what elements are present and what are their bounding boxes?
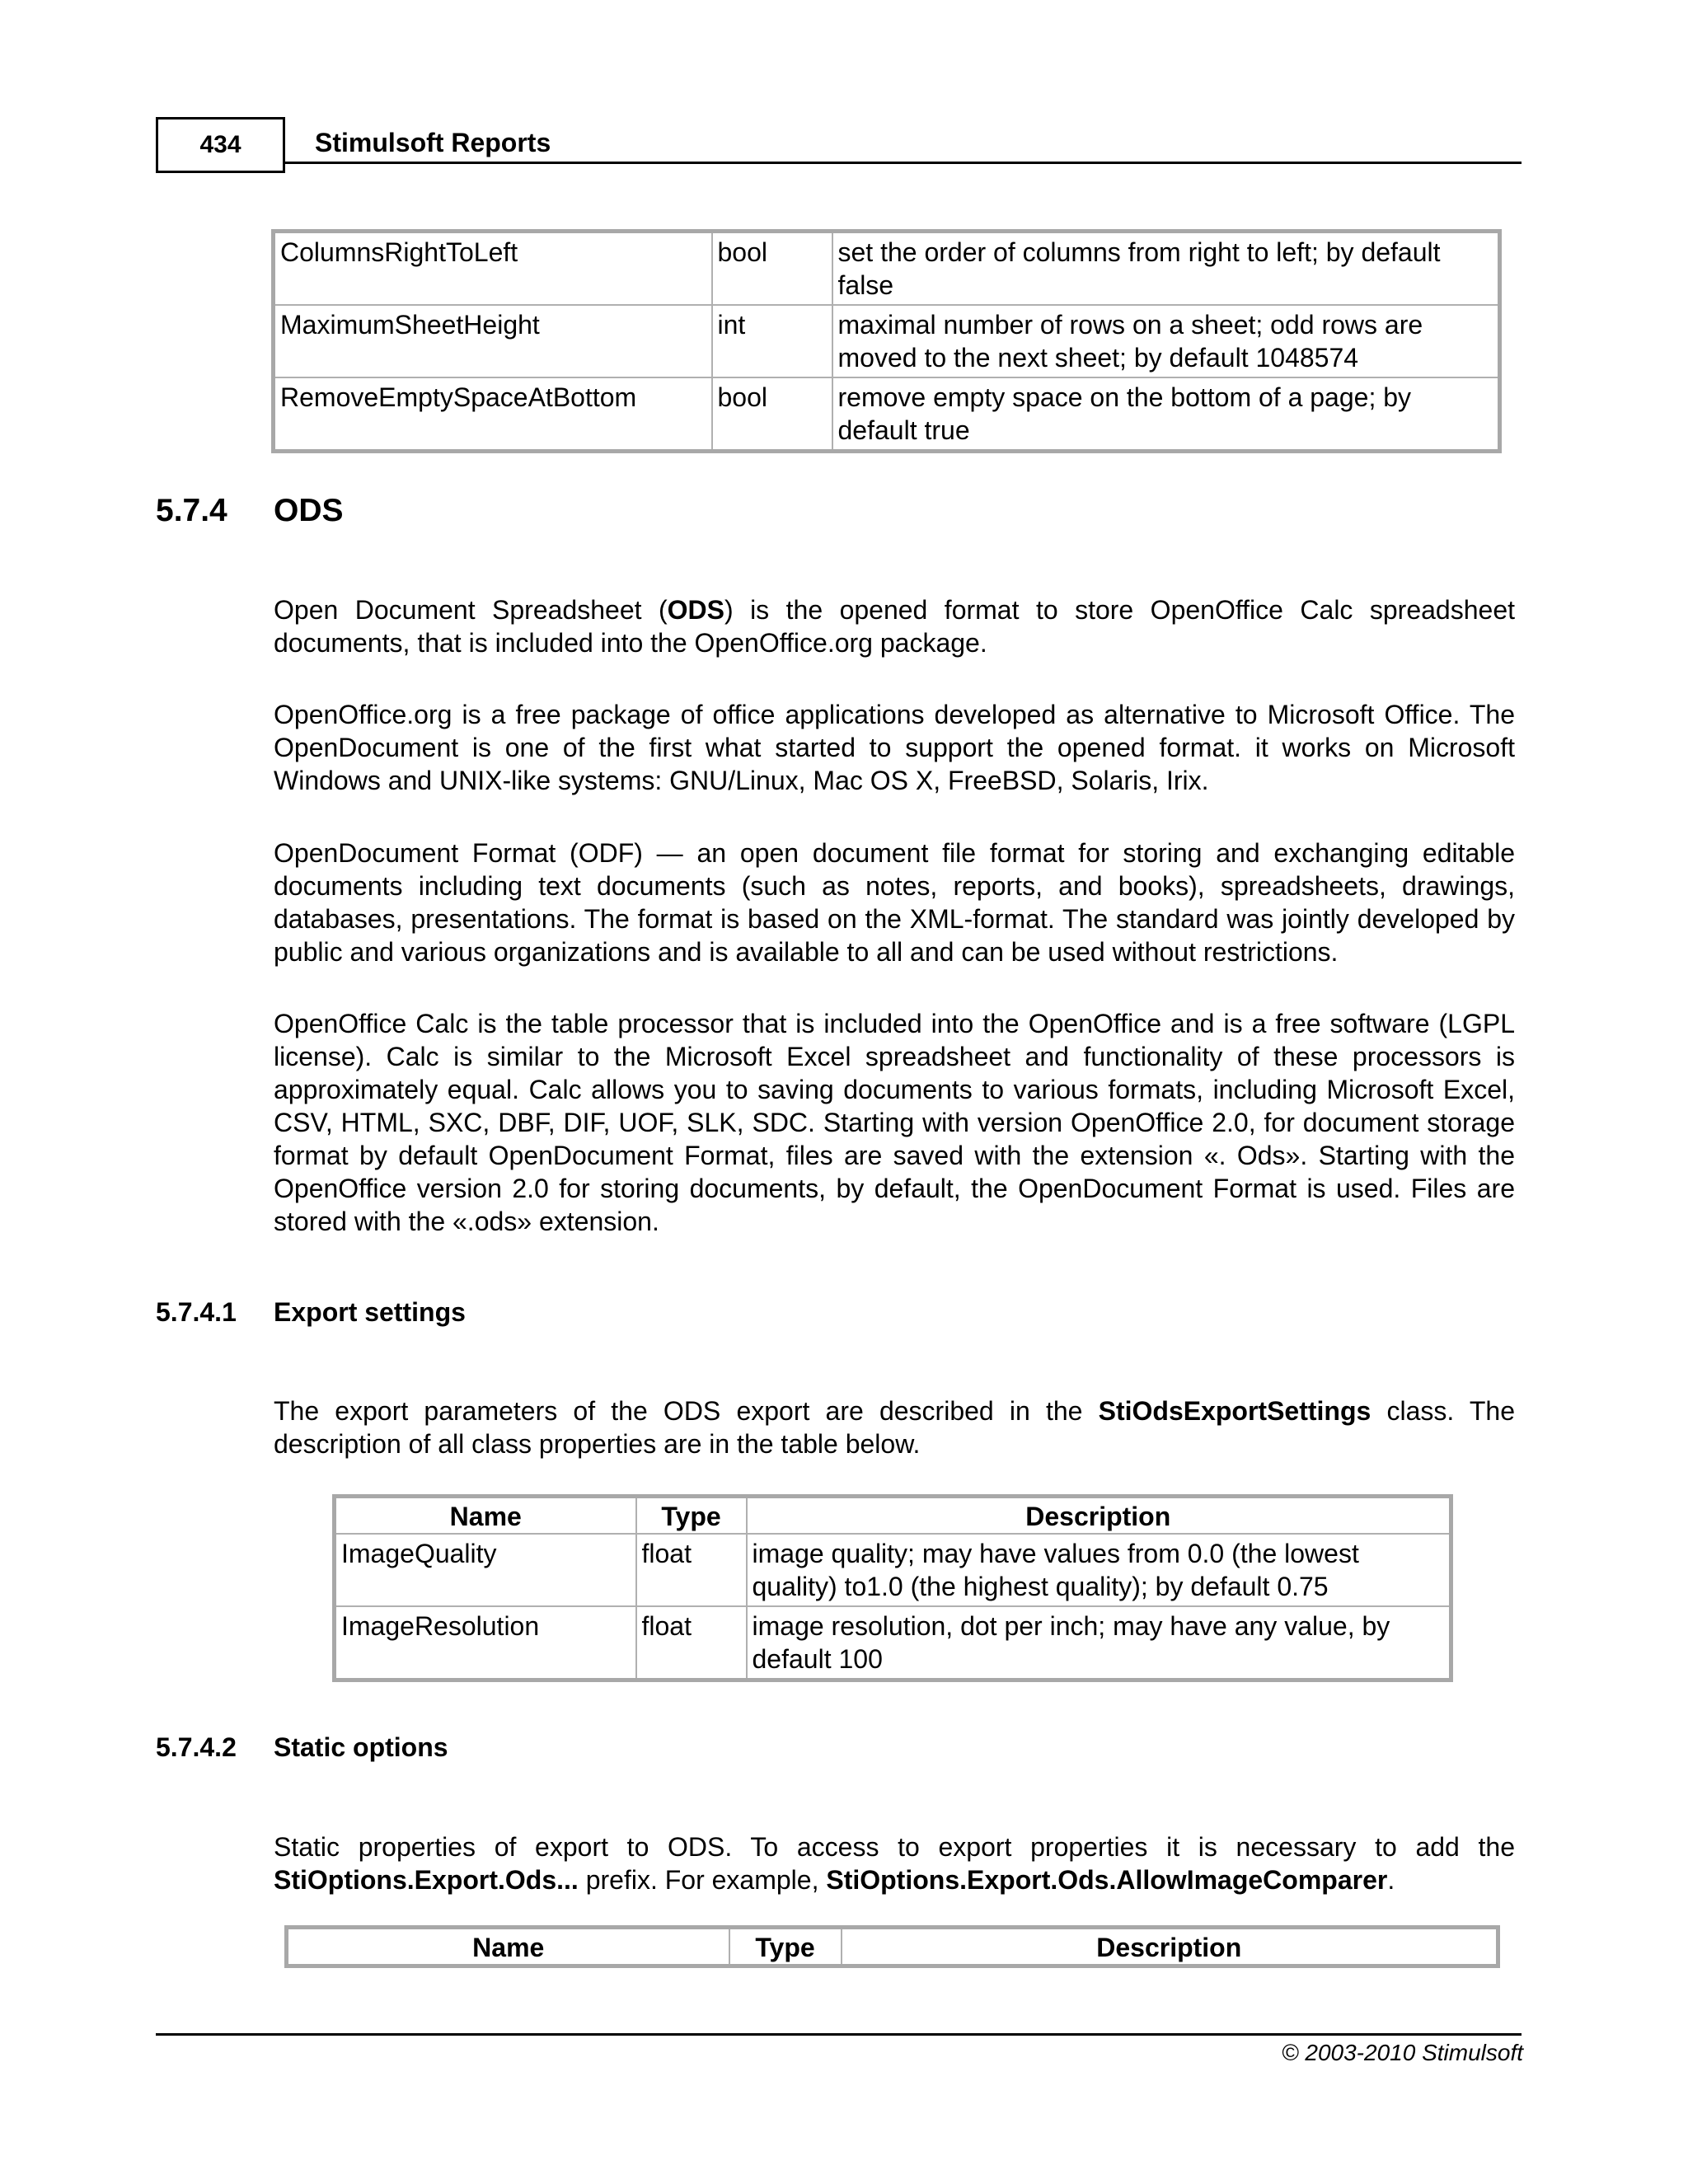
- bold-term: ODS: [667, 595, 724, 625]
- subsection-title: Export settings: [274, 1297, 466, 1327]
- column-header-description: Description: [842, 1928, 1498, 1966]
- paragraph: [274, 1394, 1515, 1460]
- running-header-title: Stimulsoft Reports: [315, 128, 551, 157]
- paragraph: OpenOffice.org is a free package of office applications developed as alternative to Microsoft Office. The OpenDocument is one of the first what started to support the opened format. it works on Microsoft Windows and UNIX-like systems: GNU/Linux, Mac OS X, FreeBSD, Solaris, Irix.: [274, 700, 1515, 795]
- paragraph-text: .: [1387, 1865, 1395, 1895]
- property-type: float: [636, 1534, 747, 1606]
- paragraph: [274, 593, 1515, 659]
- property-name: MaximumSheetHeight: [274, 305, 712, 377]
- subsection-title: Static options: [274, 1732, 448, 1762]
- option-prefix: StiOptions.Export.Ods...: [274, 1865, 579, 1895]
- column-header-type: Type: [729, 1928, 842, 1966]
- subsection-number: 5.7.4.2: [156, 1732, 237, 1762]
- column-header-name: Name: [287, 1928, 729, 1966]
- table-row: [274, 377, 1500, 452]
- section-number: 5.7.4: [156, 493, 227, 528]
- property-type: bool: [712, 232, 832, 306]
- paragraph-text: Static properties of export to ODS. To access to export properties it is necessary to add the: [274, 1832, 1515, 1862]
- paragraph-text: ) is the opened format to store OpenOffice Calc spreadsheet documents, that is included into the OpenOffice.org package.: [274, 595, 1515, 658]
- option-example: StiOptions.Export.Ods.AllowImageComparer: [826, 1865, 1388, 1895]
- class-name: StiOdsExportSettings: [1098, 1396, 1372, 1426]
- property-description: image resolution, dot per inch; may have any value, by default 100: [747, 1606, 1451, 1680]
- table-header-row: [335, 1497, 1451, 1535]
- column-header-description: Description: [747, 1497, 1451, 1535]
- table-header-row: [287, 1928, 1498, 1966]
- paragraph-text: class. The description of all class properties are in the table below.: [274, 1396, 1516, 1459]
- footer-copyright: © 2003-2010 Stimulsoft: [1281, 2040, 1523, 2065]
- export-settings-table: [332, 1494, 1453, 1682]
- property-type: int: [712, 305, 832, 377]
- property-name: ImageResolution: [335, 1606, 636, 1680]
- page-number-text: 434: [199, 131, 241, 158]
- table-row: [274, 305, 1500, 377]
- paragraph-text: Open Document Spreadsheet (: [274, 595, 668, 625]
- paragraph: [274, 1830, 1515, 1896]
- page-number: [156, 117, 285, 173]
- property-name: RemoveEmptySpaceAtBottom: [274, 377, 712, 452]
- property-description: set the order of columns from right to left; by default false: [832, 232, 1500, 306]
- property-description: maximal number of rows on a sheet; odd rows are moved to the next sheet; by default 1048574: [832, 305, 1500, 377]
- section-title: ODS: [274, 493, 344, 528]
- paragraph: OpenOffice Calc is the table processor that is included into the OpenOffice and is a free software (LGPL license). Calc is similar to the Microsoft Excel spreadsheet and functionality of these processors is approximately equal. Calc allows you to saving documents to various formats, including Microsoft Excel, CSV, HTML, SXC, DBF, DIF, UOF, SLK, SDC. Starting with version OpenOffice 2.0, for document storage format by default OpenDocument Format, files are saved with the extension «. Ods». Starting with the OpenOffice version 2.0 for storing documents, by default, the OpenDocument Format is used. Files are stored with the «.ods» extension.: [274, 1009, 1515, 1236]
- property-description: image quality; may have values from 0.0 (the lowest quality) to1.0 (the highest quality); by default 0.75: [747, 1534, 1451, 1606]
- table-row: [274, 232, 1500, 306]
- subsection-number: 5.7.4.1: [156, 1297, 237, 1327]
- property-type: bool: [712, 377, 832, 452]
- static-options-table: [284, 1925, 1500, 1968]
- column-header-name: Name: [335, 1497, 636, 1535]
- paragraph-text: prefix. For example,: [578, 1865, 827, 1895]
- table-row: [335, 1606, 1451, 1680]
- footer-rule: [156, 2033, 1522, 2036]
- paragraph-text: The export parameters of the ODS export are described in the: [274, 1396, 1099, 1426]
- property-name: ColumnsRightToLeft: [274, 232, 712, 306]
- property-type: float: [636, 1606, 747, 1680]
- property-description: remove empty space on the bottom of a page; by default true: [832, 377, 1500, 452]
- header-rule: [285, 162, 1522, 164]
- properties-table-continued: [271, 229, 1502, 453]
- column-header-type: Type: [636, 1497, 747, 1535]
- paragraph: OpenDocument Format (ODF) — an open document file format for storing and exchanging editable documents including text documents (such as notes, reports, and books), spreadsheets, drawings, databases, presentations. The format is based on the XML-format. The standard was jointly developed by public and various organizations and is available to all and can be used without restrictions.: [274, 838, 1515, 967]
- property-name: ImageQuality: [335, 1534, 636, 1606]
- table-row: [335, 1534, 1451, 1606]
